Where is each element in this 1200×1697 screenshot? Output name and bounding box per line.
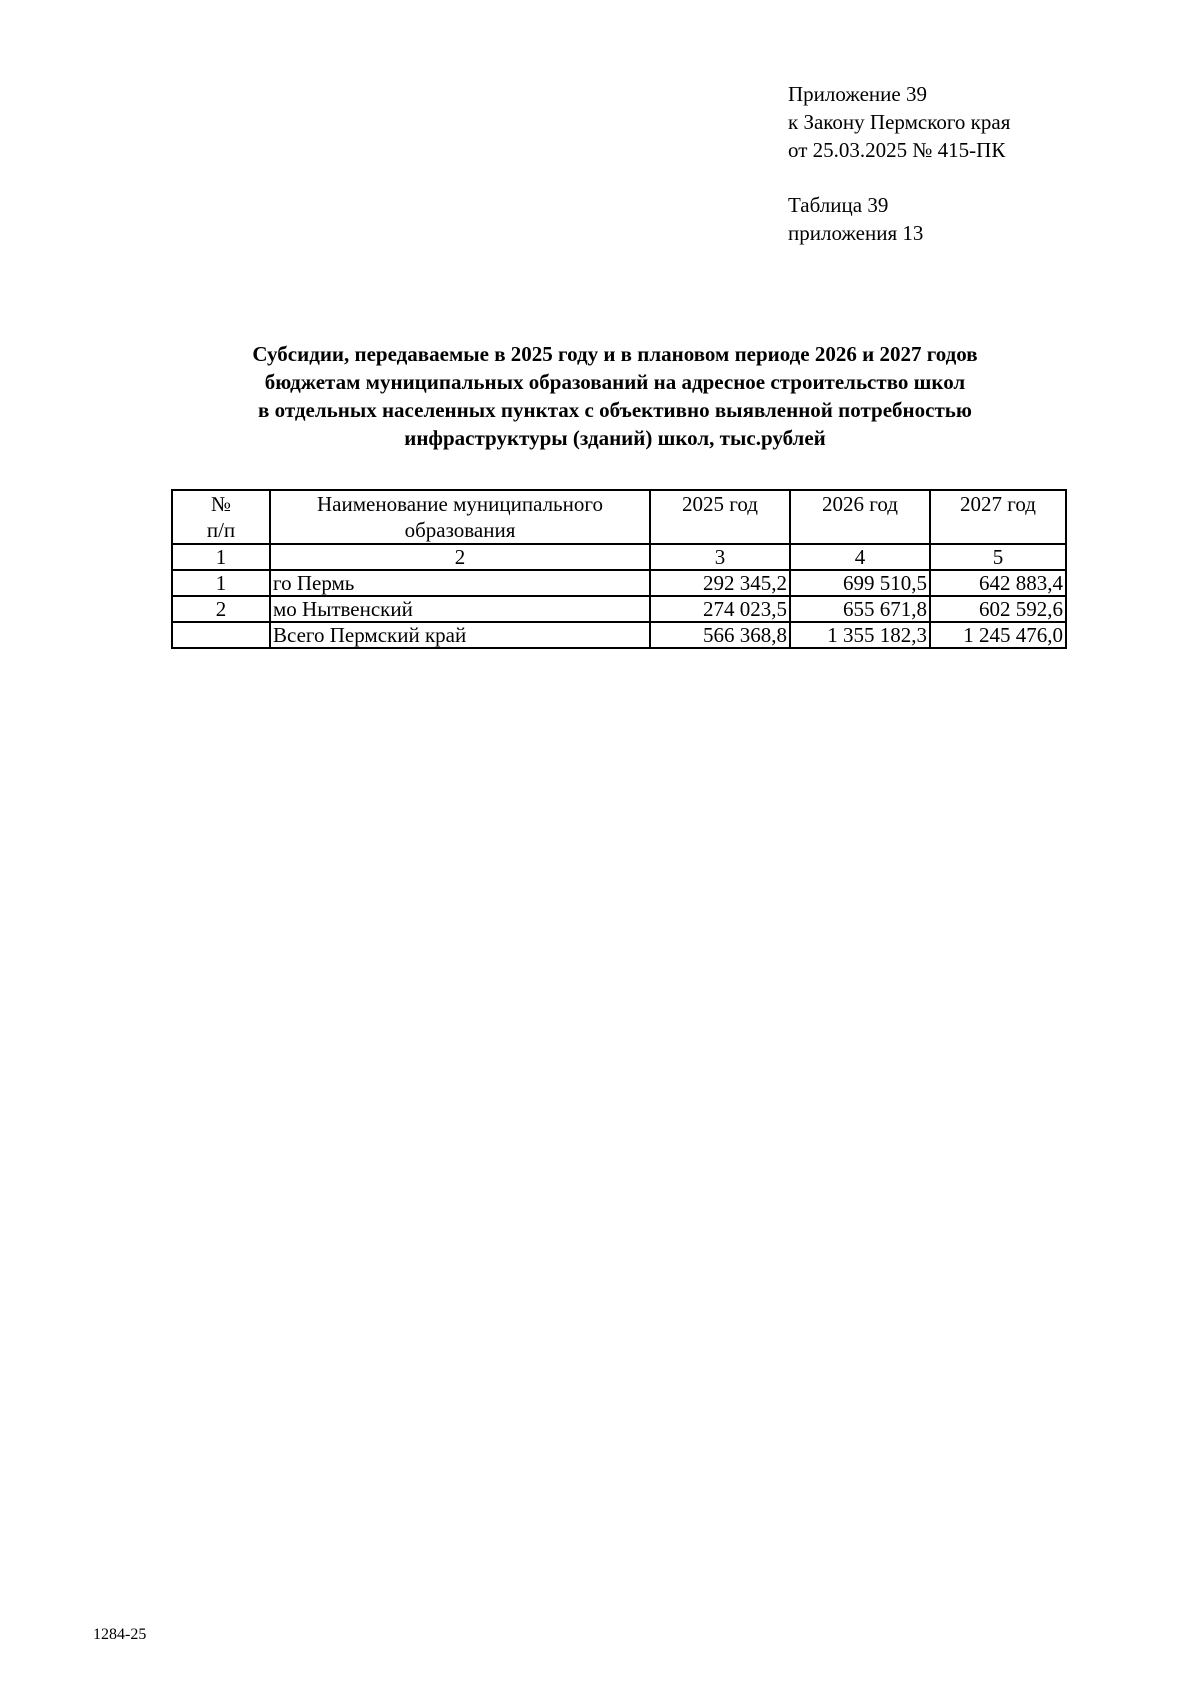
municipality-name: го Пермь — [270, 570, 650, 596]
value-2027: 642 883,4 — [930, 570, 1066, 596]
title-line: инфраструктуры (зданий) школ, тыс.рублей — [404, 426, 826, 450]
appendix-date: от 25.03.2025 № 415-ПК — [788, 138, 1006, 162]
column-number: 5 — [930, 544, 1066, 570]
column-number-row — [172, 544, 1066, 570]
table-header-row — [172, 490, 1066, 544]
total-row — [172, 622, 1066, 648]
total-2025: 566 368,8 — [650, 622, 790, 648]
municipality-name: мо Нытвенский — [270, 596, 650, 622]
table-appendix: приложения 13 — [788, 221, 924, 245]
appendix-number: Приложение 39 — [788, 82, 927, 106]
column-number: 3 — [650, 544, 790, 570]
appendix-law: к Закону Пермского края — [788, 110, 1011, 134]
total-2027: 1 245 476,0 — [930, 622, 1066, 648]
column-number: 2 — [270, 544, 650, 570]
row-number: 2 — [172, 596, 270, 622]
value-2026: 655 671,8 — [790, 596, 930, 622]
document-code: 1284-25 — [93, 1626, 147, 1643]
header-number: № п/п — [172, 490, 270, 544]
appendix-reference — [788, 80, 1010, 164]
municipality-name: Всего Пермский край — [270, 622, 650, 648]
title-line: в отдельных населенных пунктах с объективно выявленной потребностью — [258, 398, 972, 422]
header-2025: 2025 год — [650, 490, 790, 544]
title-line: Субсидии, передаваемые в 2025 году и в плановом периоде 2026 и 2027 годов — [252, 342, 978, 366]
table-row — [172, 596, 1066, 622]
row-number — [172, 622, 270, 648]
title-line: бюджетам муниципальных образований на адресное строительство школ — [264, 370, 966, 394]
table-row — [172, 570, 1066, 596]
value-2025: 292 345,2 — [650, 570, 790, 596]
document-title — [170, 340, 1060, 452]
table-reference — [788, 191, 923, 247]
table-number: Таблица 39 — [788, 193, 889, 217]
value-2026: 699 510,5 — [790, 570, 930, 596]
header-2026: 2026 год — [790, 490, 930, 544]
column-number: 4 — [790, 544, 930, 570]
value-2027: 602 592,6 — [930, 596, 1066, 622]
header-2027: 2027 год — [930, 490, 1066, 544]
total-2026: 1 355 182,3 — [790, 622, 930, 648]
row-number: 1 — [172, 570, 270, 596]
subsidy-table — [171, 489, 1067, 649]
header-municipality: Наименование муниципального образования — [270, 490, 650, 544]
value-2025: 274 023,5 — [650, 596, 790, 622]
column-number: 1 — [172, 544, 270, 570]
